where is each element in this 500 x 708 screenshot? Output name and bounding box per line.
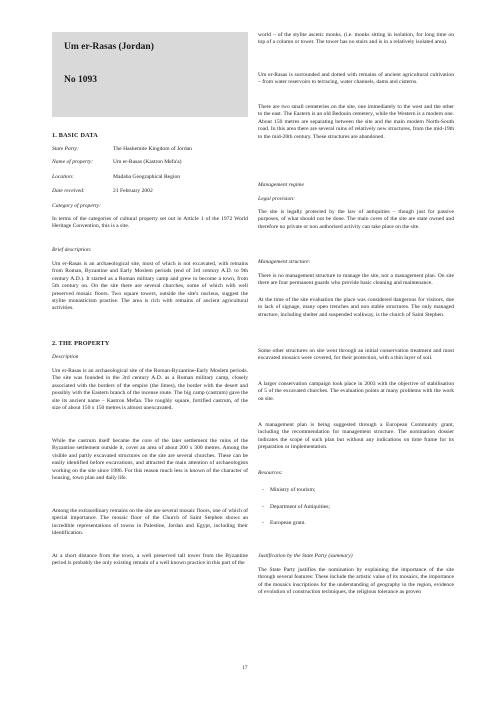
management-paragraph: Some other structures on site went through an initial conservation treatment and most excavated mosaics were covered, for their protection, with a thin layer of soil. [258,348,454,362]
property-paragraph: Um er-Rasas is an archaeological site of the Roman-Byzantine-Early Moslem periods. The site was founded in the 3rd century A.D. as a Roman military camp, closely associated with the borders of the empire (the limes), the border with the desert and possibly with the Eastern branch of the incense route. The big camp (castrum) gave the site its ancient name – Kastron Mefaa. The roughly square, fortified castrum, of the size of about 150 x 150 metres is almost unexcavated. [52,368,248,412]
field-state-party [52,146,248,154]
field-label: State Party: [52,146,79,152]
field-value: Um er-Rasas (Kastron Mefa'a) [113,159,182,165]
field-value: Madaba Geographical Region [113,174,181,180]
site-title: Um er-Rasas (Jordan) [64,42,154,52]
agriculture-paragraph: Um er-Rasas is surrounded and dotted with remains of ancient agricultural cultivation – from water reservoirs to terracing, water channels, dams and cisterns. [258,72,454,86]
justification-label: Justification by the State Party (summary) [258,553,353,559]
document-page: Um er-Rasas (Jordan) No 1093 1. BASIC DATA State Party: The Hashemite Kingdom of Jordan Name of property: Um er-Rasas (Kastron Mefa'a) Location: Madaba Geographical Region Date received: 21 February 2002 Category of property: In terms of the categories of cultural property set out in Article 1 of the 1972 World Heritage Convention, this is a site. Brief description: Um er-Rasas is an archaeological site, most of which is not excavated, with remains from Roman, Byzantine and Early Moslem periods (end of 3rd century A.D. to 9th century A.D.). It started as a Roman military camp and grew to become a town, from 5th century on. On the site there are several churches, some of which with well preserved mosaic floors. Two square towers, outside the site's nucleus, suggest the stylite monasticism practise. The area is rich with remains of ancient agricultural activities. 2. THE PROPERTY Description Um er-Rasas is an archaeological site of the Roman-Byzantine-Early Moslem periods. The site was founded in the 3rd century A.D. as a Roman military camp, closely associated with the borders of the empire (the limes), the border with the desert and possibly with the Eastern branch of the incense route. The big camp (castrum) gave the site its ancient name – Kastron Mefaa. The roughly square, fortified castrum, of the size of about 150 x 150 metres is almost unexcavated. While the castrum itself became the core of the later settlement the ruins of the Byzantine settlement outside it, cover an area of about 200 x 300 metres. Among the visible and partly excavated structures on the site are several churches. These can be easily identified before excavations, and attracted the main attention of archaeologists working on the site since 1986. For this reason much less is known of the character of housing, town plan and daily life. Among the extraordinary remains on the site are several mosaic floors, one of which of special importance. The mosaic floor of the Church of Saint Stephen shows an incredible representations of towns in Palestine, Jordan and Egypt, including their identification. At a short distance from the town, a well preserved tall tower from the Byzantine period is probably the only existing remain of a well known practice in this part of the world – of the stylite ascetic monks. (i.e. monks sitting in isolation, for long time on top of a column or tower. The tower has no stairs and is in a relatively isolated area). Um er-Rasas is surrounded and dotted with remains of ancient agricultural cultivation – from water reservoirs to terracing, water channels, dams and cisterns. There are two small cemeteries on the site, one immediately to the west and the other to the east. The Eastern is an old Bedouin cemetery, while the Western is a modern one. About 150 metres are separating between the site and the main modern North-South road. In this area there are several ruins of relatively new structures, from the mid-19th to the mid-20th century. These structures are abandoned. Management regime Legal provision: The site is legally protected by the law of antiquities – though just for passive purposes, of what should not be done. The main cores of the site are state owned and therefore no private or non authorised activity can take place on the site. Management structure: There is no management structure to manage the site, nor a management plan. On site there are four permanent guards who provide basic cleaning and maintenance. At the time of the site evaluation the place was considered dangerous for visitors, due to lack of signage, many open trenches and non stable structures. The only managed structure, including shelter and suspended walkway, is the church of Saint Stephen. Some other structures on site went through an initial conservation treatment and most excavated mosaics were covered, for their protection, with a thin layer of soil. A larger conservation campaign took place in 2003 with the objective of stabilisation of 5 of the excavated churches. The evaluation points at many problems with the work on site. A management plan is being suggested through a European Community grant, including the recommendation for management structure. The nomination dossier indicates the scope of such plan but without any indications on time frame for its preparation or implementation. Resources: - Ministry of tourism; - Department of Antiquities; - European grant. Justification by the State Party (summary) The State Party justifies the nomination by explaining the importance of the site through several features: These include the artistic value of its mosaics, the importance of the mosaics inscriptions for the understanding of geography in the region, evidence of evolution of construction techniques, the religious tolerance as proven 17 [52,32,454,671]
basic-data-heading: 1. BASIC DATA [52,132,98,139]
site-number: No 1093 [64,75,97,85]
field-location [52,174,248,182]
category-label: Category of property: [52,203,101,209]
management-structure-label: Management structure: [258,259,311,265]
field-label: Location: [52,174,74,180]
brief-description-label: Brief description: [52,247,92,253]
field-value: The Hashemite Kingdom of Jordan [113,146,192,152]
field-label: Name of property: [52,159,94,165]
management-regime-heading: Management regime [258,182,304,188]
resources-label: Resources: [258,470,283,476]
brief-description-text: Um er-Rasas is an archaeological site, most of which is not excavated, with remains from Roman, Byzantine and Early Moslem periods (end of 3rd century A.D. to 9th century A.D.). It started as a Roman military camp and grew to become a town, from 5th century on. On the site there are several churches, some of which with well preserved mosaic floors. Two square towers, outside the site's nucleus, suggest the stylite monasticism practise. The area is rich with remains of ancient agricultural activities. [52,261,248,312]
management-paragraph: At the time of the site evaluation the place was considered dangerous for visitors, due to lack of signage, many open trenches and non stable structures. The only managed structure, including shelter and suspended walkway, is the church of Saint Stephen. [258,297,454,318]
field-value: 21 February 2002 [113,188,153,194]
stylite-paragraph: world – of the stylite ascetic monks. (i.e. monks sitting in isolation, for long time on top of a column or tower. The tower has no stairs and is in a relatively isolated area). [258,32,454,46]
bullet-icon: - [262,520,264,526]
management-paragraph: There is no management structure to manage the site, nor a management plan. On site there are four permanent guards who provide basic cleaning and maintenance. [258,273,454,287]
property-heading: 2. THE PROPERTY [52,340,110,347]
field-date-received [52,188,248,196]
field-label: Date received: [52,188,85,194]
description-label: Description [52,354,79,360]
management-paragraph: A larger conservation campaign took place in 2003 with the objective of stabilisation of 5 of the excavated churches. The evaluation points at many problems with the work on site. [258,381,454,402]
management-paragraph: A management plan is being suggested through a European Community grant, including the recommendation for management structure. The nomination dossier indicates the scope of such plan but without any indications on time frame for its preparation or implementation. [258,422,454,451]
bullet-icon: - [262,487,264,493]
cemeteries-paragraph: There are two small cemeteries on the site, one immediately to the west and the other to the east. The Eastern is an old Bedouin cemetery, while the Western is a modern one. About 150 metres are separating between the site and the main modern North-South road. In this area there are several ruins of relatively new structures, from the mid-19th to the mid-20th century. These structures are abandoned. [258,104,454,140]
category-text: In terms of the categories of cultural property set out in Article 1 of the 1972 World Heritage Convention, this is a site. [52,216,248,230]
property-paragraph: At a short distance from the town, a well preserved tall tower from the Byzantine period is probably the only existing remain of a well known practice in this part of the [52,553,248,567]
bullet-icon: - [262,504,264,510]
page-number: 17 [242,665,248,671]
title-box [52,32,248,117]
justification-text: The State Party justifies the nomination by explaining the importance of the site through several features: These include the artistic value of its mosaics, the importance of the mosaics inscriptions for the understanding of geography in the region, evidence of evolution of construction techniques, the religious tolerance as proven [258,567,454,596]
property-paragraph: While the castrum itself became the core of the later settlement the ruins of the Byzantine settlement outside it, cover an area of about 200 x 300 metres. Among the visible and partly excavated structures on the site are several churches. These can be easily identified before excavations, and attracted the main attention of archaeologists working on the site since 1986. For this reason much less is known of the character of housing, town plan and daily life. [52,438,248,482]
field-name-of-property [52,159,248,167]
property-paragraph: Among the extraordinary remains on the site are several mosaic floors, one of which of special importance. The mosaic floor of the Church of Saint Stephen shows an incredible representations of towns in Palestine, Jordan and Egypt, including their identification. [52,508,248,537]
legal-provision-text: The site is legally protected by the law of antiquities – though just for passive purposes, of what should not be done. The main cores of the site are state owned and therefore no private or non authorised activity can take place on the site. [258,209,454,230]
legal-provision-label: Legal provision: [258,196,295,202]
